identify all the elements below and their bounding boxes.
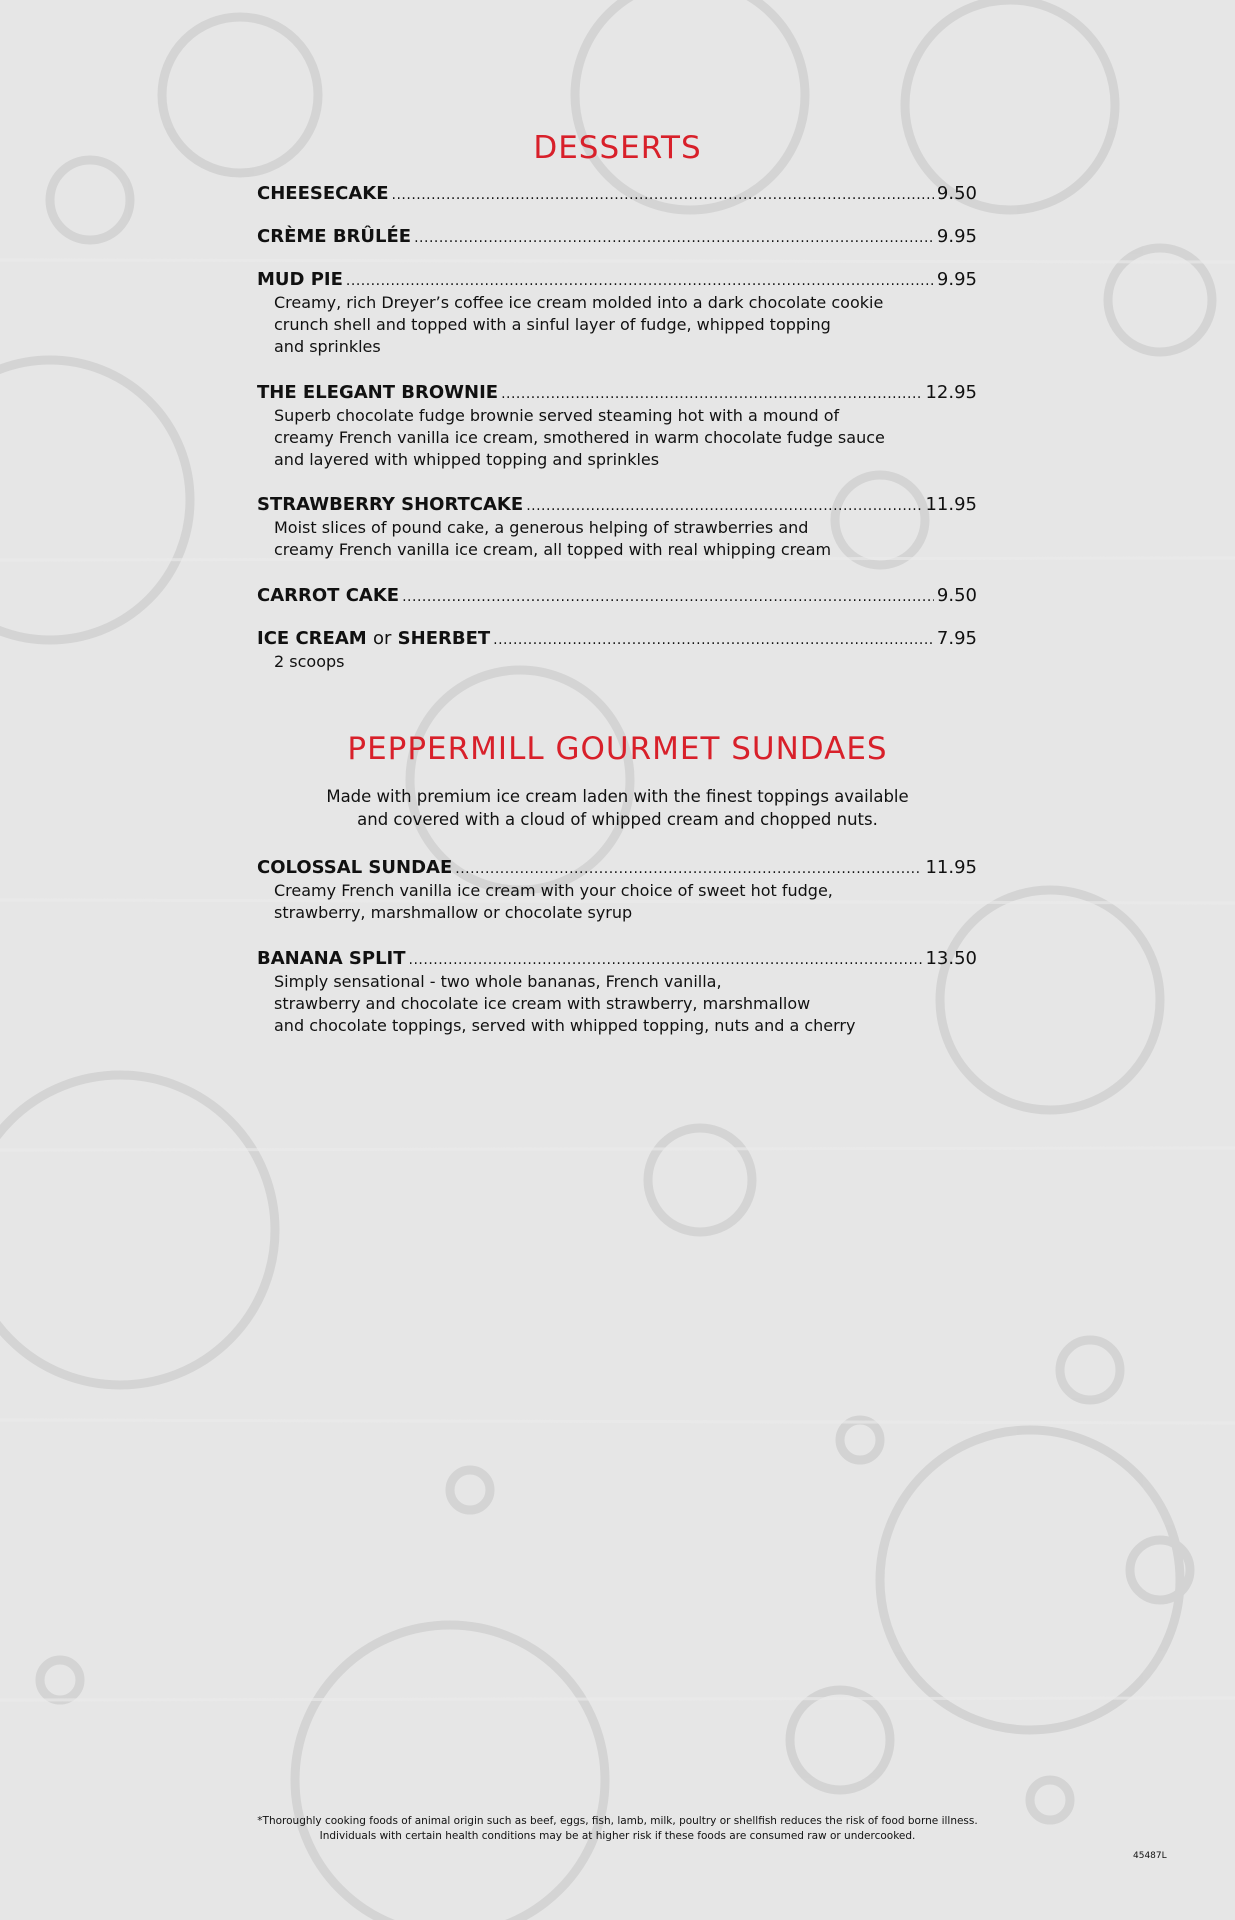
- item-price: 9.95: [936, 269, 977, 290]
- dot-leader: [493, 628, 934, 653]
- item-name-first: ICE CREAM: [257, 628, 367, 649]
- item-description: Moist slices of pound cake, a generous helping of strawberries and creamy French vanilla ice cream, all topped with real whipping cream: [274, 518, 832, 559]
- menu-item-banana-split: [257, 946, 977, 1037]
- item-price: 9.95: [936, 226, 977, 247]
- item-price: 13.50: [925, 948, 977, 969]
- item-description: Creamy French vanilla ice cream with your choice of sweet hot fudge, strawberry, marshmallow or chocolate syrup: [274, 881, 833, 922]
- menu-item-creme-brulee: [257, 224, 977, 249]
- item-name: STRAWBERRY SHORTCAKE: [257, 494, 524, 515]
- dot-leader: [392, 183, 934, 208]
- item-price: 11.95: [925, 857, 977, 878]
- menu-item-mud-pie: [257, 267, 977, 358]
- menu-item-strawberry-shortcake: [257, 492, 977, 561]
- food-safety-footnote: *Thoroughly cooking foods of animal origin such as beef, eggs, fish, lamb, milk, poultry or shellfish reduces the risk of food borne illness. Individuals with certain health conditions may be at higher risk if these foods are consumed raw or undercooked.: [257, 1815, 978, 1842]
- item-name: CARROT CAKE: [257, 585, 400, 606]
- item-description: 2 scoops: [274, 652, 345, 671]
- dot-leader: [346, 269, 934, 294]
- item-price: 7.95: [936, 628, 977, 649]
- item-name: COLOSSAL SUNDAE: [257, 857, 453, 878]
- sundaes-title: PEPPERMILL GOURMET SUNDAES: [347, 731, 888, 767]
- dot-leader: [409, 948, 923, 973]
- item-name: THE ELEGANT BROWNIE: [257, 382, 499, 403]
- item-name: CRÈME BRÛLÉE: [257, 226, 412, 247]
- desserts-title: DESSERTS: [533, 130, 702, 166]
- item-description: Creamy, rich Dreyer’s coffee ice cream molded into a dark chocolate cookie crunch shell and topped with a sinful layer of fudge, whipped topping and sprinkles: [274, 293, 884, 356]
- item-name-second: SHERBET: [397, 628, 491, 649]
- menu-item-carrot-cake: [257, 583, 977, 608]
- dot-leader: [414, 226, 934, 251]
- menu-item-colossal-sundae: [257, 855, 977, 924]
- dot-leader: [455, 857, 922, 882]
- item-description: Superb chocolate fudge brownie served steaming hot with a mound of creamy French vanilla ice cream, smothered in warm chocolate fudge sauce and layered with whipped topping and sprinkles: [274, 406, 885, 469]
- menu-item-ice-cream-sherbet: [257, 626, 977, 673]
- menu-item-elegant-brownie: [257, 380, 977, 471]
- item-name: [257, 626, 490, 651]
- dot-leader: [501, 382, 922, 407]
- item-price: 12.95: [925, 382, 977, 403]
- item-name: CHEESECAKE: [257, 183, 389, 204]
- dot-leader: [526, 494, 922, 519]
- item-name: MUD PIE: [257, 269, 343, 290]
- item-price: 11.95: [925, 494, 977, 515]
- menu-item-cheesecake: [257, 181, 977, 206]
- menu-code: 45487L: [1133, 1851, 1167, 1861]
- item-name: BANANA SPLIT: [257, 948, 406, 969]
- item-price: 9.50: [936, 585, 977, 606]
- item-name-conjunction: or: [372, 628, 392, 649]
- sundaes-intro: Made with premium ice cream laden with the finest toppings available and covered with a cloud of whipped cream and chopped nuts.: [326, 787, 909, 829]
- dot-leader: [402, 585, 934, 610]
- item-price: 9.50: [936, 183, 977, 204]
- item-description: Simply sensational - two whole bananas, French vanilla, strawberry and chocolate ice cream with strawberry, marshmallow and chocolate toppings, served with whipped topping, nuts and a cherry: [274, 972, 856, 1035]
